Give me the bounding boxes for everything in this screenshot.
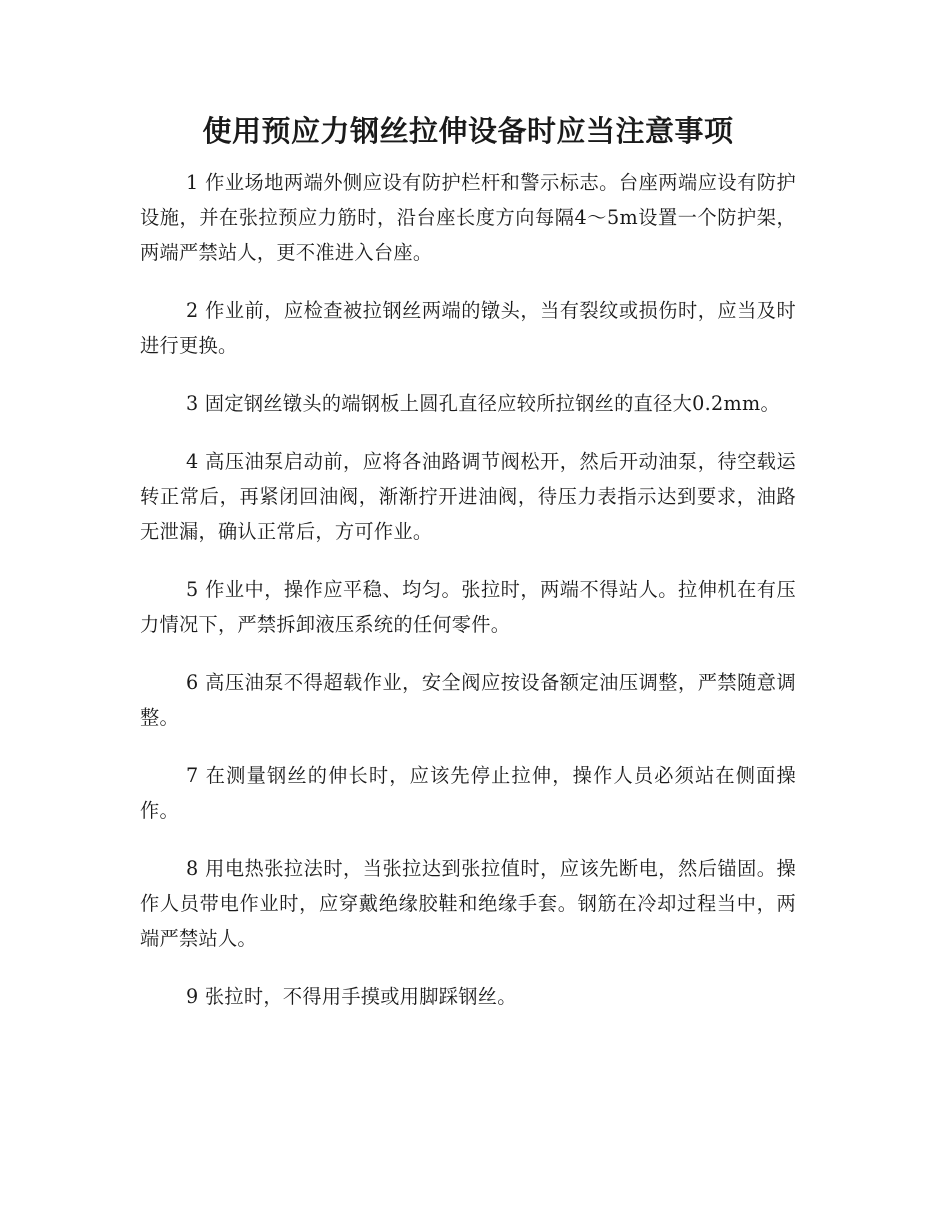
paragraph-7: 7 在测量钢丝的伸长时，应该先停止拉伸，操作人员必须站在侧面操作。 xyxy=(140,764,796,822)
paragraph-2: 2 作业前，应检查被拉钢丝两端的镦头，当有裂纹或损伤时，应当及时进行更换。 xyxy=(140,299,796,357)
paragraph-6: 6 高压油泵不得超载作业，安全阀应按设备额定油压调整，严禁随意调整。 xyxy=(140,671,796,729)
paragraph-9: 9 张拉时，不得用手摸或用脚踩钢丝。 xyxy=(186,985,517,1008)
paragraph-1: 1 作业场地两端外侧应设有防护栏杆和警示标志。台座两端应设有防护设施，并在张拉预应力筋时，沿台座长度方向每隔4～5m设置一个防护架，两端严禁站人，更不准进入台座。 xyxy=(140,171,796,264)
paragraph-4: 4 高压油泵启动前，应将各油路调节阀松开，然后开动油泵，待空载运转正常后，再紧闭回油阀，渐渐拧开进油阀，待压力表指示达到要求，油路无泄漏，确认正常后，方可作业。 xyxy=(140,450,796,543)
document-title: 使用预应力钢丝拉伸设备时应当注意事项 xyxy=(202,114,734,148)
document-body xyxy=(140,165,796,1037)
paragraph-8: 8 用电热张拉法时，当张拉达到张拉值时，应该先断电，然后锚固。操作人员带电作业时，应穿戴绝缘胶鞋和绝缘手套。钢筋在冷却过程当中，两端严禁站人。 xyxy=(140,857,796,950)
paragraph-3: 3 固定钢丝镦头的端钢板上圆孔直径应较所拉钢丝的直径大0.2mm。 xyxy=(186,392,780,415)
paragraph-5: 5 作业中，操作应平稳、均匀。张拉时，两端不得站人。拉伸机在有压力情况下，严禁拆卸液压系统的任何零件。 xyxy=(140,578,796,636)
